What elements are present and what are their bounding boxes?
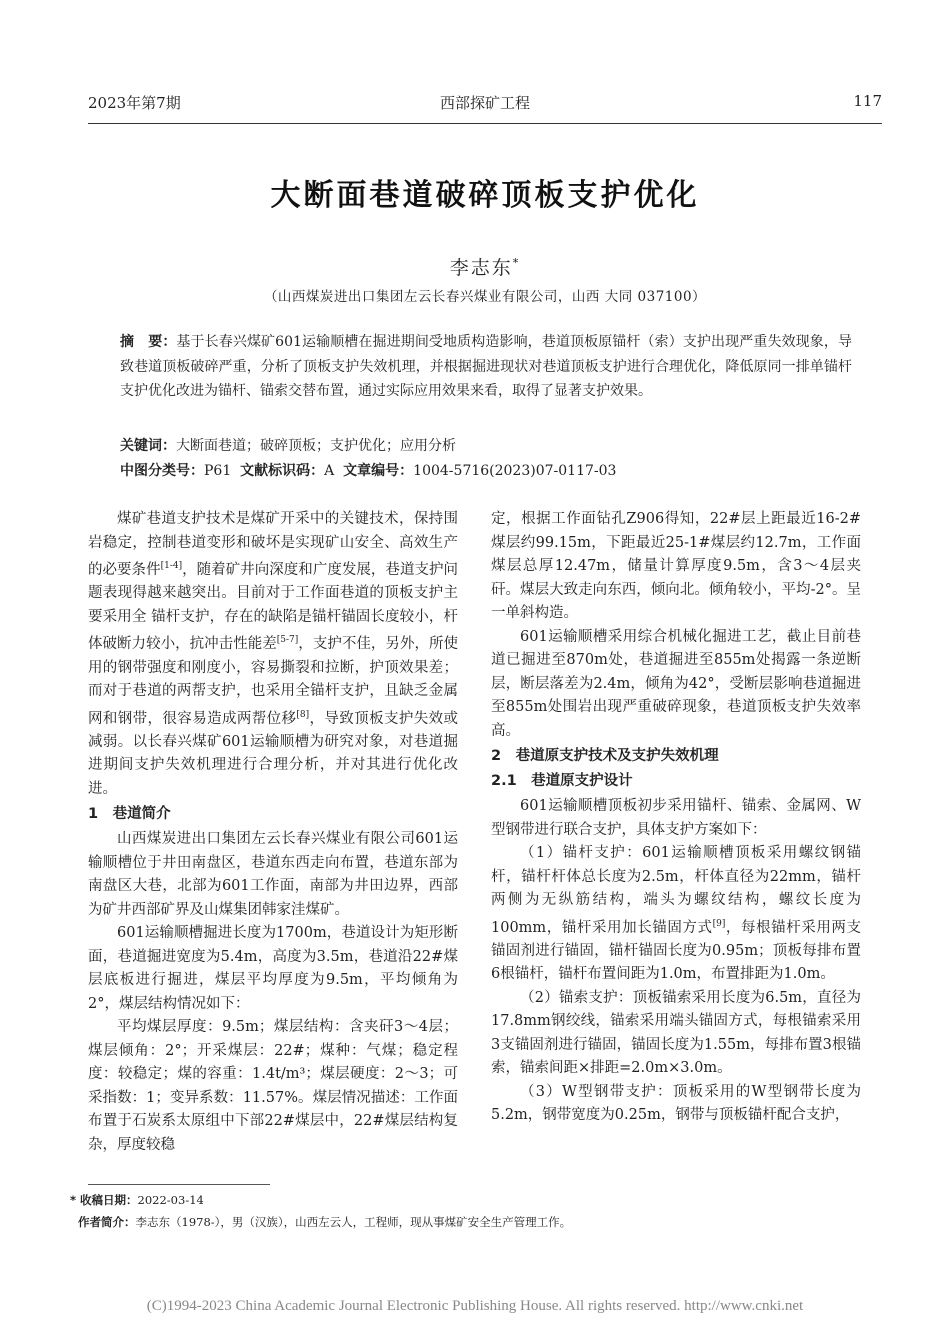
- right-column: [491, 508, 861, 1128]
- paragraph: （3）W型钢带支护：顶板采用的W型钢带长度为5.2m，钢带宽度为0.25m，钢带与顶板锚杆配合支护，: [491, 1083, 861, 1124]
- keywords-text: 大断面巷道；破碎顶板；支护优化；应用分析: [176, 438, 456, 454]
- keywords-label: 关键词：: [120, 438, 176, 454]
- citation: [9]: [712, 918, 726, 929]
- keywords: [120, 435, 852, 455]
- paragraph: （1）锚杆支护：601运输顺槽顶板采用螺纹钢锚杆，锚杆杆体总长度为2.5m，杆体直径为22mm，锚杆两侧为无纵筋结构，端头为螺纹结构，螺纹长度为100mm，锚杆采用加长锚固方式[9]，每根锚杆采用两支锚固剂进行锚固，锚杆锚固长度为0.95m；顶板每排布置6根锚杆，锚杆布置间距为1.0m，布置排距为1.0m。: [491, 845, 861, 983]
- paragraph: 601运输顺槽掘进长度为1700m，巷道设计为矩形断面，巷道掘进宽度为5.4m，高度为3.5m，巷道沿22#煤层底板进行掘进，煤层平均厚度为9.5m，平均倾角为2°，煤层结构情况如下：: [88, 925, 458, 1012]
- art-value: 1004-5716(2023)07-0117-03: [413, 463, 617, 479]
- citation: [8]: [296, 709, 310, 720]
- header-rule: [88, 123, 882, 124]
- page-number: 117: [853, 92, 882, 110]
- citation: [1-4]: [160, 561, 183, 571]
- paragraph: （2）锚索支护：顶板锚索采用长度为6.5m，直径为17.8mm钢绞线，锚索采用端头锚固方式，每根锚索采用3支锚固剂进行锚固，锚固长度为1.55m，每排布置3根锚索，锚索间距×排距=2.0m×3.0m。: [491, 989, 861, 1077]
- received-date: * 收稿日期：2022-03-14: [70, 1193, 204, 1207]
- paragraph: 煤矿巷道支护技术是煤矿开采中的关键技术，保持围岩稳定，控制巷道变形和破坏是实现矿山安全、高效生产的必要条件[1-4]，随着矿井向深度和广度发展，巷道支护问题表现得越来越突出。目前对于工作面巷道的顶板支护主要采用全 锚杆支护，存在的缺陷是锚杆锚固长度较小，杆体破断力较小，抗冲击性能差[5-7]，支护不佳，另外，所使用的钢带强度和刚度小，容易撕裂和拉断，护顶效果差；而对于巷道的两帮支护，也采用全锚杆支护，且缺乏金属网和钢带，很容易造成两帮位移[8]，导致顶板支护失效或减弱。以长春兴煤矿601运输顺槽为研究对象，对巷道掘进期间支护失效机理进行合理分析，并对其进行优化改进。: [88, 511, 459, 797]
- running-header: [88, 92, 882, 118]
- art-label: 文章编号：: [343, 463, 414, 479]
- paragraph: 定，根据工作面钻孔Z906得知，22#层上距最近16-2#煤层约99.15m，下距最近25-1#煤层约12.7m，工作面煤层总厚12.47m，储量计算厚度9.5m，含3～4层夹矸。煤层大致走向东西，倾向北。倾角较小，平均-2°。呈一单斜构造。: [491, 511, 861, 621]
- author-bio: 作者简介：李志东（1978-），男（汉族），山西左云人，工程师，现从事煤矿安全生产管理工作。: [78, 1215, 572, 1229]
- issue-label: 2023年第7期: [88, 94, 181, 112]
- abstract-text: 基于长春兴煤矿601运输顺槽在掘进期间受地质构造影响，巷道顶板原锚杆（索）支护出现严重失效现象，导致巷道顶板破碎严重，分析了顶板支护失效机理，并根据掘进现状对巷道顶板支护进行合理优化，降低原同一排单锚杆支护优化改进为锚杆、锚索交替布置，通过实际应用效果来看，取得了显著支护效果。: [120, 334, 852, 399]
- section-heading: 2 巷道原支护技术及支护失效机理: [491, 748, 719, 764]
- paragraph: 601运输顺槽顶板初步采用锚杆、锚索、金属网、W型钢带进行联合支护，具体支护方案如下：: [491, 798, 861, 838]
- author-name: 李志东: [449, 257, 513, 279]
- doc-label: 文献标识码：: [240, 463, 325, 479]
- author: [88, 253, 882, 280]
- paragraph: 平均煤层厚度：9.5m；煤层结构：含夹矸3～4层；煤层倾角：2°；开采煤层：22#；煤种：气煤；稳定程度：较稳定；煤的容重：1.4t/m³；煤层硬度：2～3；可采指数：1；变异系数：11.57%。煤层情况描述：工作面布置于石炭系太原组中下部22#煤层中，22#煤层结构复杂，厚度较稳: [88, 1019, 458, 1153]
- classification: [120, 460, 852, 480]
- paragraph: 山西煤炭进出口集团左云长春兴煤业有限公司601运输顺槽位于井田南盘区，巷道东西走向布置，巷道东部为南盘区大巷，北部为601工作面，南部为井田边界，西部为矿井西部矿界及山煤集团韩家洼煤矿。: [88, 831, 458, 918]
- paragraph: 601运输顺槽采用综合机械化掘进工艺，截止目前巷道已掘进至870m处，巷道掘进至855m处揭露一条逆断层，断层落差为2.4m，倾角为42°，受断层影响巷道掘进至855m处围岩出现严重破碎现象，巷道顶板支护失效率高。: [491, 628, 861, 739]
- journal-name: 西部探矿工程: [439, 94, 530, 112]
- citation: [5-7]: [276, 635, 299, 646]
- copyright-notice: (C)1994-2023 China Academic Journal Electronic Publishing House. All rights reserved. http://www.cnki.net: [146, 1298, 804, 1314]
- section-heading: 1 巷道简介: [88, 806, 171, 823]
- abstract-label: 摘 要：: [120, 334, 177, 350]
- left-column: [88, 508, 458, 1157]
- affiliation: （山西煤炭进出口集团左云长春兴煤业有限公司，山西 大同 037100）: [263, 289, 707, 305]
- clc-value: P61: [204, 463, 232, 479]
- subsection-heading: 2.1 巷道原支护设计: [491, 773, 633, 789]
- footnote-rule: [88, 1184, 270, 1185]
- author-mark: *: [512, 256, 521, 270]
- doc-value: A: [324, 463, 335, 479]
- abstract: [120, 330, 852, 404]
- article-title: 大断面巷道破碎顶板支护优化: [270, 178, 700, 213]
- clc-label: 中图分类号：: [120, 463, 204, 479]
